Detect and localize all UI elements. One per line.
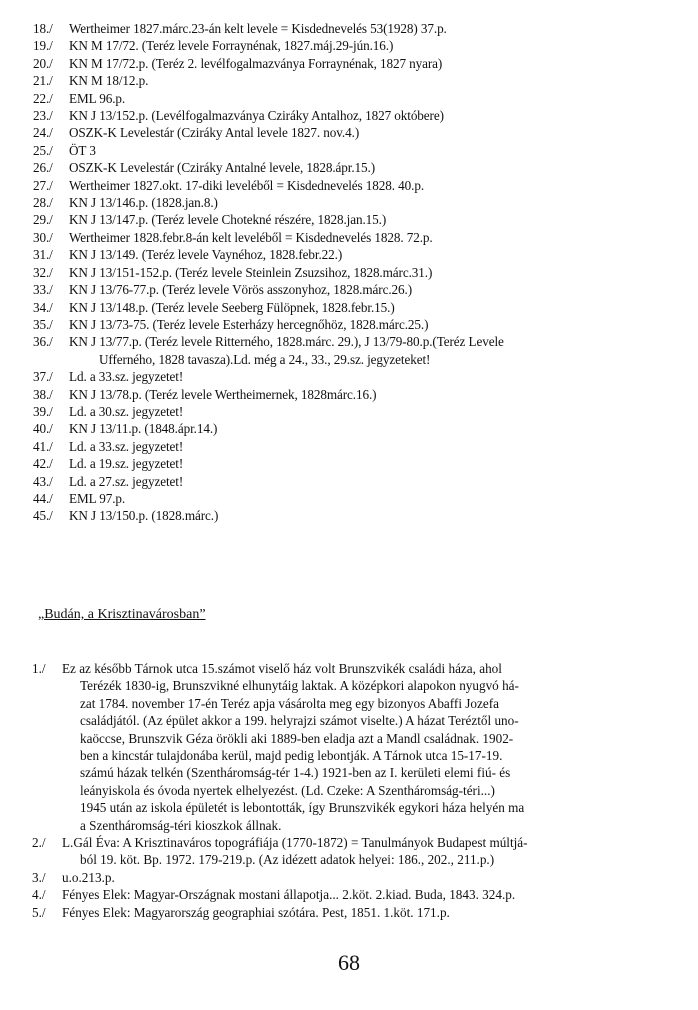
references-list <box>32 660 672 921</box>
reference-text <box>62 834 672 869</box>
endnote-text-line: OSZK-K Levelestár (Cziráky Antalné levele, 1828.ápr.15.) <box>69 160 376 176</box>
endnote-text-line: KN M 18/12.p. <box>69 73 149 89</box>
reference-line: leányiskola és óvoda nyertek elhelyezést. (Ld. Czeke: A Szentháromság-téri...) <box>80 782 495 798</box>
endnote-item <box>33 490 673 507</box>
endnote-number: 23./ <box>33 108 53 124</box>
reference-text <box>62 869 672 886</box>
reference-number: 2./ <box>32 835 46 851</box>
reference-line: kaöccse, Brunszvik Géza örökli aki 1889-ben eladja azt a Mandl családnak. 1902- <box>80 730 514 746</box>
endnote-number: 37./ <box>33 369 53 385</box>
endnote-text-line: Ld. a 33.sz. jegyzetet! <box>69 369 184 385</box>
reference-number: 3./ <box>32 869 46 885</box>
endnote-number: 43./ <box>33 473 53 489</box>
endnote-text-line: EML 96.p. <box>69 90 126 106</box>
endnote-text <box>69 316 428 333</box>
endnote-text-line: Wertheimer 1827.márc.23-án kelt levele = Kisdednevelés 53(1928) 37.p. <box>69 21 447 36</box>
endnote-item <box>33 72 673 89</box>
endnote-text-line: KN J 13/152.p. (Levélfogalmazványa Cziráky Antalhoz, 1827 októbere) <box>69 108 444 124</box>
endnote-text <box>69 246 342 263</box>
endnote-item <box>33 142 673 159</box>
endnote-text <box>69 229 433 246</box>
endnote-text-line: Wertheimer 1827.okt. 17-diki leveléből = Kisdednevelés 1828. 40.p. <box>69 177 425 193</box>
endnote-number: 45./ <box>33 508 53 524</box>
endnote-number: 26./ <box>33 160 53 176</box>
endnote-number: 44./ <box>33 490 53 506</box>
reference-line: a Szentháromság-téri kioszkok állnak. <box>80 817 282 833</box>
endnote-item <box>33 246 673 263</box>
section-title: „Budán, a Krisztinavárosban” <box>38 607 206 622</box>
endnote-item <box>33 194 673 211</box>
reference-line: u.o.213.p. <box>62 869 115 885</box>
endnote-text <box>69 194 218 211</box>
endnote-number: 42./ <box>33 456 53 472</box>
reference-number: 5./ <box>32 904 46 920</box>
endnote-text <box>69 20 447 37</box>
endnote-item <box>33 229 673 246</box>
page-number: 68 <box>338 950 360 975</box>
endnote-number: 27./ <box>33 177 53 193</box>
reference-line: számú házak telkén (Szentháromság-tér 1-4.) 1921-ben az I. kerületi elemi fiú- és <box>80 765 511 781</box>
endnote-text-line: KN J 13/151-152.p. (Teréz levele Steinlein Zsuzsihoz, 1828.márc.31.) <box>69 264 433 280</box>
endnote-text <box>69 264 432 281</box>
reference-line: 1945 után az iskola épületét is lebontották, így Brunszvikék egykori háza helyén ma <box>80 800 525 816</box>
endnote-text <box>69 124 359 141</box>
endnote-text <box>69 386 376 403</box>
endnote-text-line: OSZK-K Levelestár (Cziráky Antal levele 1827. nov.4.) <box>69 125 360 141</box>
reference-line: L.Gál Éva: A Krisztinaváros topográfiája (1770-1872) = Tanulmányok Budapest múltjá- <box>62 835 528 851</box>
endnote-text <box>69 490 125 507</box>
endnote-text <box>69 177 424 194</box>
endnote-text-line: KN M 17/72. (Teréz levele Forraynénak, 1827.máj.29-jún.16.) <box>69 38 394 54</box>
endnote-text-line: KN J 13/147.p. (Teréz levele Chotekné részére, 1828.jan.15.) <box>69 212 387 228</box>
endnote-text <box>69 211 386 228</box>
reference-text <box>62 904 672 921</box>
endnote-item <box>33 90 673 107</box>
endnote-number: 29./ <box>33 212 53 228</box>
reference-item <box>32 869 672 886</box>
endnote-text <box>69 281 412 298</box>
reference-item <box>32 904 672 921</box>
reference-line: ból 19. köt. Bp. 1972. 179-219.p. (Az idézett adatok helyei: 186., 202., 211.p.) <box>80 852 495 868</box>
reference-line: Fényes Elek: Magyarország geographiai szótára. Pest, 1851. 1.köt. 171.p. <box>62 904 450 920</box>
reference-line: zat 1784. november 17-én Teréz apja vásárolta meg egy bizonyos Abaffi Jozefa <box>80 695 499 711</box>
endnote-item <box>33 438 673 455</box>
endnote-number: 39./ <box>33 403 53 419</box>
endnote-item <box>33 316 673 333</box>
endnote-text-line: KN J 13/150.p. (1828.márc.) <box>69 508 219 524</box>
endnote-item <box>33 333 673 368</box>
endnote-text <box>69 455 183 472</box>
endnote-item <box>33 299 673 316</box>
reference-number: 4./ <box>32 887 46 903</box>
endnote-text <box>69 37 393 54</box>
reference-line: családjától. (Az épület akkor a 199. helyrajzi számot viselte.) A házat Teréztől uno- <box>80 713 519 729</box>
endnote-item <box>33 55 673 72</box>
endnote-number: 24./ <box>33 125 53 141</box>
endnotes-list <box>33 20 673 525</box>
endnote-text <box>69 159 375 176</box>
endnote-number: 18./ <box>33 21 53 36</box>
endnote-text <box>69 368 183 385</box>
endnote-item <box>33 211 673 228</box>
endnote-number: 19./ <box>33 38 53 54</box>
reference-line: Fényes Elek: Magyar-Országnak mostani állapotja... 2.köt. 2.kiad. Buda, 1843. 324.p. <box>62 887 516 903</box>
endnote-number: 38./ <box>33 386 53 402</box>
endnote-text-line: KN J 13/149. (Teréz levele Vaynéhoz, 1828.febr.22.) <box>69 247 343 263</box>
endnote-number: 30./ <box>33 229 53 245</box>
reference-item <box>32 834 672 869</box>
endnote-item <box>33 473 673 490</box>
endnote-text-continuation: Ufferného, 1828 tavasza).Ld. még a 24., 33., 29.sz. jegyzeteket! <box>99 351 431 367</box>
endnote-item <box>33 177 673 194</box>
endnote-number: 20./ <box>33 55 53 71</box>
endnote-text-line: Ld. a 27.sz. jegyzetet! <box>69 473 184 489</box>
endnote-item <box>33 455 673 472</box>
endnote-text-line: Ld. a 30.sz. jegyzetet! <box>69 403 184 419</box>
endnote-number: 25./ <box>33 142 53 158</box>
endnote-text-line: KN J 13/148.p. (Teréz levele Seeberg Fülöpnek, 1828.febr.15.) <box>69 299 395 315</box>
endnote-text <box>69 333 504 368</box>
reference-text <box>62 886 672 903</box>
endnote-item <box>33 264 673 281</box>
endnote-text-line: KN M 17/72.p. (Teréz 2. levélfogalmazványa Forraynénak, 1827 nyara) <box>69 55 443 71</box>
endnote-text <box>69 420 217 437</box>
reference-number: 1./ <box>32 661 46 676</box>
endnote-number: 22./ <box>33 90 53 106</box>
endnote-text <box>69 299 395 316</box>
endnote-text <box>69 55 442 72</box>
endnote-text <box>69 72 148 89</box>
endnote-item <box>33 420 673 437</box>
endnote-number: 35./ <box>33 316 53 332</box>
endnote-number: 40./ <box>33 421 53 437</box>
endnote-item <box>33 124 673 141</box>
endnote-number: 28./ <box>33 195 53 211</box>
endnote-text <box>69 90 125 107</box>
reference-line: Terézék 1830-ig, Brunszvikné elhunytáig laktak. A középkori alapokon nyugvó há- <box>80 678 519 694</box>
endnote-text-line: KN J 13/73-75. (Teréz levele Esterházy hercegnőhöz, 1828.márc.25.) <box>69 316 429 332</box>
endnote-text <box>69 473 183 490</box>
endnote-number: 31./ <box>33 247 53 263</box>
endnote-text-line: Ld. a 33.sz. jegyzetet! <box>69 438 184 454</box>
endnote-text-line: Wertheimer 1828.febr.8-án kelt leveléből = Kisdednevelés 1828. 72.p. <box>69 229 433 245</box>
endnote-text-line: KN J 13/146.p. (1828.jan.8.) <box>69 195 218 211</box>
endnote-text-line: ÖT 3 <box>69 142 96 158</box>
endnote-text <box>69 142 96 159</box>
reference-item <box>32 660 672 834</box>
endnote-number: 33./ <box>33 282 53 298</box>
endnote-number: 21./ <box>33 73 53 89</box>
endnote-number: 36./ <box>33 334 53 350</box>
reference-text <box>62 660 672 834</box>
endnote-text-line: Ld. a 19.sz. jegyzetet! <box>69 456 184 472</box>
endnote-item <box>33 20 673 37</box>
endnote-number: 41./ <box>33 438 53 454</box>
endnote-item <box>33 37 673 54</box>
endnote-text-line: KN J 13/78.p. (Teréz levele Wertheimernek, 1828márc.16.) <box>69 386 377 402</box>
endnote-text <box>69 507 218 524</box>
endnote-text-line: KN J 13/76-77.p. (Teréz levele Vörös asszonyhoz, 1828.márc.26.) <box>69 282 413 298</box>
endnote-number: 32./ <box>33 264 53 280</box>
endnote-item <box>33 507 673 524</box>
endnote-text-line: KN J 13/11.p. (1848.ápr.14.) <box>69 421 218 437</box>
endnote-text <box>69 403 183 420</box>
endnote-item <box>33 386 673 403</box>
reference-item <box>32 886 672 903</box>
endnote-number: 34./ <box>33 299 53 315</box>
endnote-text <box>69 438 183 455</box>
endnote-text-line: EML 97.p. <box>69 490 126 506</box>
endnote-item <box>33 368 673 385</box>
reference-line: ben a kincstár tulajdonába kerül, majd pedig lebontják. A Tárnok utca 15-17-19. <box>80 748 503 764</box>
endnote-item <box>33 403 673 420</box>
endnote-item <box>33 159 673 176</box>
reference-line: Ez az később Tárnok utca 15.számot viselő ház volt Brunszvikék családi háza, ahol <box>62 661 502 676</box>
endnote-text <box>69 107 444 124</box>
endnote-item <box>33 281 673 298</box>
endnote-item <box>33 107 673 124</box>
endnote-text-line: KN J 13/77.p. (Teréz levele Ritterného, 1828.márc. 29.), J 13/79-80.p.(Teréz Levele <box>69 334 504 350</box>
